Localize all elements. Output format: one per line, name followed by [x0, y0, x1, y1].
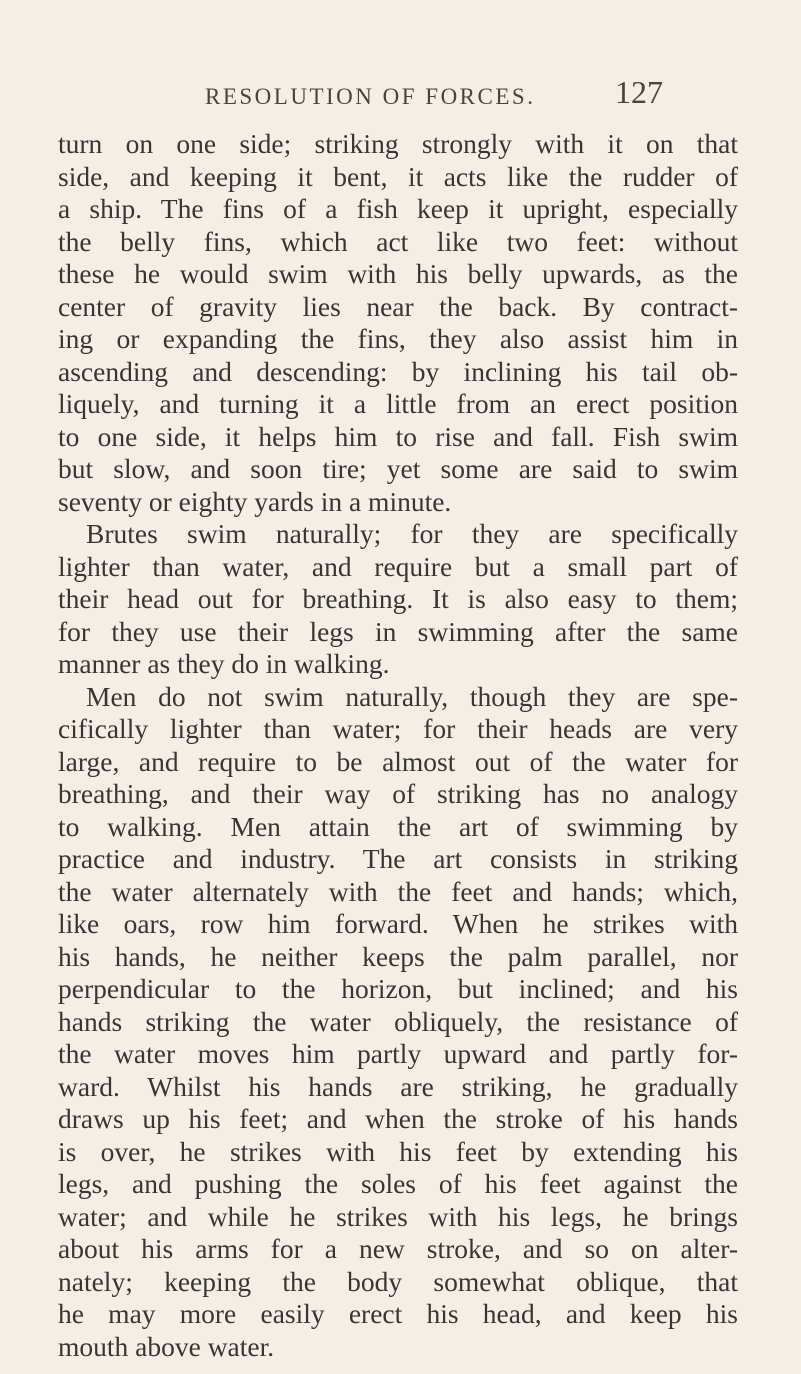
text-line: water; and while he strikes with his legs, he brings [58, 1200, 738, 1232]
text-line: the water moves him partly upward and partly for- [58, 1038, 738, 1069]
text-line: cifically lighter than water; for their heads are very [58, 713, 738, 744]
text-line: Brutes swim naturally; for they are specifically [86, 518, 738, 549]
text-line: ascending and descending: by inclining his tail ob- [58, 355, 738, 387]
text-line: but slow, and soon tire; yet some are said to swim [58, 453, 738, 484]
text-line: to walking. Men attain the art of swimming by [58, 810, 738, 842]
text-line: manner as they do in walking. [58, 648, 390, 679]
text-line: like oars, row him forward. When he strikes with [58, 908, 738, 939]
running-head: RESOLUTION OF FORCES. [205, 84, 536, 109]
text-line: legs, and pushing the soles of his feet against the [58, 1168, 738, 1199]
text-line: these he would swim with his belly upwards, as the [58, 258, 738, 289]
text-line: large, and require to be almost out of the water for [58, 745, 738, 777]
text-line: nately; keeping the body somewhat oblique, that [58, 1265, 738, 1297]
text-line: breathing, and their way of striking has no analogy [58, 778, 738, 809]
text-line: their head out for breathing. It is also easy to them; [58, 583, 738, 614]
text-line: to one side, it helps him to rise and fall. Fish swim [58, 420, 738, 452]
text-line: Men do not swim naturally, though they are spe- [86, 680, 738, 712]
text-line: draws up his feet; and when the stroke of his hands [58, 1103, 738, 1134]
text-line: for they use their legs in swimming after the same [58, 615, 738, 647]
page-number: 127 [615, 74, 663, 110]
text-line: practice and industry. The art consists in striking [58, 843, 738, 874]
text-line: ward. Whilst his hands are striking, he gradually [58, 1070, 738, 1102]
text-line: mouth above water. [58, 1330, 275, 1362]
text-line: the water alternately with the feet and hands; which, [58, 875, 738, 907]
page-header [205, 74, 685, 122]
text-line: his hands, he neither keeps the palm parallel, nor [58, 940, 738, 972]
text-line: seventy or eighty yards in a minute. [58, 485, 452, 517]
text-line: ing or expanding the fins, they also assist him in [58, 323, 738, 354]
text-line: liquely, and turning it a little from an erect position [58, 388, 738, 419]
text-line: turn on one side; striking strongly with it on that [58, 128, 738, 159]
text-line: center of gravity lies near the back. By contract- [58, 290, 738, 322]
text-line: about his arms for a new stroke, and so on alter- [58, 1233, 738, 1264]
text-line: side, and keeping it bent, it acts like the rudder of [58, 160, 738, 192]
text-line: a ship. The fins of a fish keep it upright, especially [58, 193, 738, 224]
text-line: lighter than water, and require but a small part of [58, 550, 738, 582]
text-line: the belly fins, which act like two feet: without [58, 225, 738, 257]
text-line: hands striking the water obliquely, the resistance of [58, 1005, 738, 1037]
body-text [58, 128, 738, 1363]
text-line: perpendicular to the horizon, but inclined; and his [58, 973, 738, 1004]
text-line: is over, he strikes with his feet by extending his [58, 1135, 738, 1167]
text-line: he may more easily erect his head, and keep his [58, 1298, 738, 1329]
